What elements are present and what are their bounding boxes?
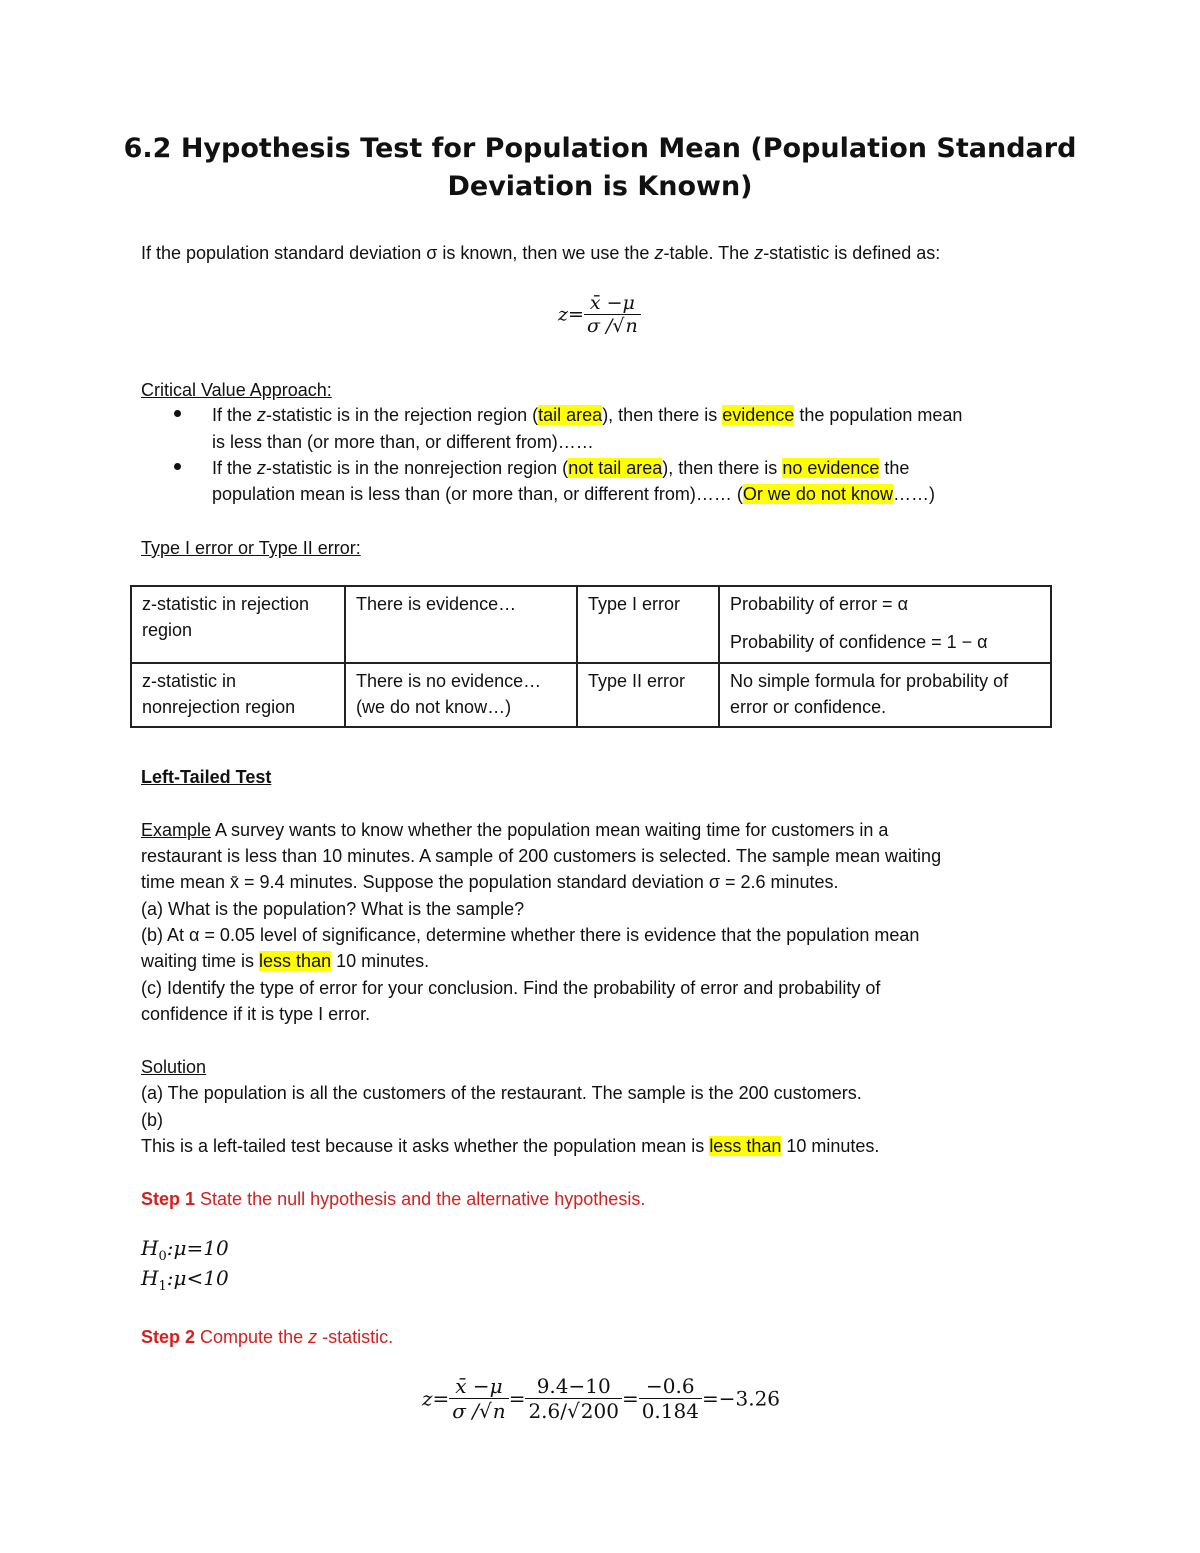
cell-text: Probability of confidence = 1 − α xyxy=(730,632,988,652)
h-subscript: 1 xyxy=(158,1279,167,1294)
intro-paragraph xyxy=(141,240,940,266)
highlight-do-not-know: Or we do not know xyxy=(742,484,893,504)
example-line-8: confidence if it is type I error. xyxy=(141,1004,371,1024)
highlight-less-than: less than xyxy=(709,1136,782,1156)
eq-fraction-2 xyxy=(525,1374,621,1423)
step2-label: Step 2 xyxy=(141,1327,196,1347)
text: ……) xyxy=(892,484,935,504)
page-title xyxy=(0,130,1200,206)
eq-f1-denominator xyxy=(449,1399,508,1423)
table-cell xyxy=(719,586,1051,663)
text: If the xyxy=(212,405,258,425)
eq-f1-den-b: n xyxy=(492,1399,506,1423)
table-cell xyxy=(719,663,1051,727)
critical-bullet-2-line2 xyxy=(212,481,935,507)
eq-fraction-1 xyxy=(449,1374,508,1423)
table-cell xyxy=(345,663,577,727)
hypothesis-rest: :μ<10 xyxy=(166,1266,229,1290)
solution-a: (a) The population is all the customers of the restaurant. The sample is the 200 customers. xyxy=(141,1083,862,1103)
cell-text: Type II error xyxy=(588,671,686,691)
example-line-7: (c) Identify the type of error for your conclusion. Find the probability of error and probability of xyxy=(141,978,881,998)
text: population mean is less than (or more than, or different from)…… ( xyxy=(212,484,743,504)
cell-text: Probability of error = α xyxy=(730,594,908,614)
eq-f1-numerator: x̄ −μ xyxy=(449,1374,508,1399)
cell-text: z-statistic in rejection region xyxy=(142,594,310,640)
eq-f2-den-a: 2.6/√ xyxy=(528,1399,580,1423)
cell-text: There is evidence… xyxy=(356,594,517,614)
step1-heading xyxy=(141,1186,645,1212)
critical-bullet-2 xyxy=(212,455,909,481)
table-cell xyxy=(577,586,719,663)
example-line-4: (a) What is the population? What is the sample? xyxy=(141,899,525,919)
eq-f2-den-b: 200 xyxy=(580,1399,619,1423)
step2-z: z xyxy=(308,1327,318,1347)
intro-z: z xyxy=(754,243,764,263)
cell-text: (we do not know…) xyxy=(356,697,512,717)
text: 10 minutes. xyxy=(331,951,430,971)
table-cell xyxy=(131,663,345,727)
table-cell xyxy=(577,663,719,727)
text: If the xyxy=(212,458,258,478)
eq-equals: = xyxy=(508,1386,526,1411)
eq-lhs: z= xyxy=(422,1386,450,1411)
critical-heading: Critical Value Approach: xyxy=(141,380,332,400)
alternative-hypothesis xyxy=(141,1266,229,1294)
solution-b: (b) xyxy=(141,1110,163,1130)
h-subscript: 0 xyxy=(158,1249,167,1264)
bullet-icon xyxy=(174,410,181,417)
highlight-not-tail-area: not tail area xyxy=(568,458,663,478)
critical-bullet-1-line2: is less than (or more than, or different from)…… xyxy=(212,432,594,452)
table-cell xyxy=(131,586,345,663)
formula-den-sigma: σ /√ xyxy=(586,315,625,337)
eq-result: =−3.26 xyxy=(701,1386,781,1411)
intro-text: -table. The xyxy=(663,243,755,263)
formula-numerator: x̄ −μ xyxy=(584,292,641,315)
text: A survey wants to know whether the population mean waiting time for customers in a xyxy=(211,820,889,840)
step2-heading xyxy=(141,1324,393,1350)
text-z: z xyxy=(257,458,267,478)
step1-text: State the null hypothesis and the alternative hypothesis. xyxy=(195,1189,646,1209)
h-symbol: H xyxy=(141,1266,159,1290)
error-table xyxy=(130,585,1052,728)
text: ), then there is xyxy=(662,458,783,478)
text-z: z xyxy=(257,405,267,425)
example-line-3: time mean x̄ = 9.4 minutes. Suppose the population standard deviation σ = 2.6 minutes. xyxy=(141,872,839,892)
step2-text: Compute the xyxy=(195,1327,309,1347)
solution-label: Solution xyxy=(141,1057,207,1077)
page-title-line1: 6.2 Hypothesis Test for Population Mean (Population Standard xyxy=(123,133,1077,164)
highlight-evidence: evidence xyxy=(722,405,795,425)
step2-text: -statistic. xyxy=(317,1327,394,1347)
text: waiting time is xyxy=(141,951,260,971)
text: -statistic is in the nonrejection region ( xyxy=(266,458,569,478)
cell-text: No simple formula for probability of error or confidence. xyxy=(730,671,1009,717)
eq-fraction-3 xyxy=(639,1374,702,1423)
highlight-tail-area: tail area xyxy=(538,405,603,425)
intro-text: If the population standard deviation σ is known, then we use the xyxy=(141,243,655,263)
example-line-5: (b) At α = 0.05 level of significance, determine whether there is evidence that the population mean xyxy=(141,925,920,945)
step1-label: Step 1 xyxy=(141,1189,196,1209)
null-hypothesis xyxy=(141,1236,229,1264)
table-row xyxy=(131,663,1051,727)
text: the xyxy=(879,458,910,478)
eq-f1-den-a: σ /√ xyxy=(452,1399,492,1423)
h-symbol: H xyxy=(141,1236,159,1260)
text: the population mean xyxy=(794,405,963,425)
formula-denominator xyxy=(584,315,641,337)
z-formula xyxy=(558,292,641,337)
formula-den-n: n xyxy=(625,315,638,337)
formula-fraction xyxy=(584,292,641,337)
example-label: Example xyxy=(141,820,212,840)
highlight-no-evidence: no evidence xyxy=(782,458,880,478)
text: -statistic is in the rejection region ( xyxy=(266,405,539,425)
hypothesis-rest: :μ=10 xyxy=(166,1236,229,1260)
eq-equals: = xyxy=(621,1386,639,1411)
page-title-line2: Deviation is Known) xyxy=(447,171,753,202)
table-cell xyxy=(345,586,577,663)
eq-f3-numerator: −0.6 xyxy=(639,1374,702,1399)
cell-text: Type I error xyxy=(588,594,681,614)
example-line-2: restaurant is less than 10 minutes. A sample of 200 customers is selected. The sample mean waiting xyxy=(141,846,942,866)
intro-text: -statistic is defined as: xyxy=(763,243,941,263)
left-tailed-heading: Left-Tailed Test xyxy=(141,767,272,787)
critical-bullet-1 xyxy=(212,402,962,428)
example-line-6 xyxy=(141,948,429,974)
text: This is a left-tailed test because it asks whether the population mean is xyxy=(141,1136,710,1156)
cell-text: There is no evidence… xyxy=(356,671,542,691)
z-computation xyxy=(422,1374,780,1423)
solution-left-tailed xyxy=(141,1133,879,1159)
highlight-less-than: less than xyxy=(259,951,332,971)
eq-f3-denominator: 0.184 xyxy=(641,1399,699,1423)
cell-text: z-statistic in nonrejection region xyxy=(142,671,296,717)
text: 10 minutes. xyxy=(781,1136,880,1156)
formula-lhs: z= xyxy=(558,303,584,326)
example-line-1 xyxy=(141,817,888,843)
eq-f2-numerator: 9.4−10 xyxy=(525,1374,621,1399)
bullet-icon xyxy=(174,463,181,470)
intro-z: z xyxy=(654,243,664,263)
eq-f2-denominator xyxy=(525,1399,621,1423)
text: ), then there is xyxy=(602,405,723,425)
table-row xyxy=(131,586,1051,663)
error-heading: Type I error or Type II error: xyxy=(141,538,361,558)
